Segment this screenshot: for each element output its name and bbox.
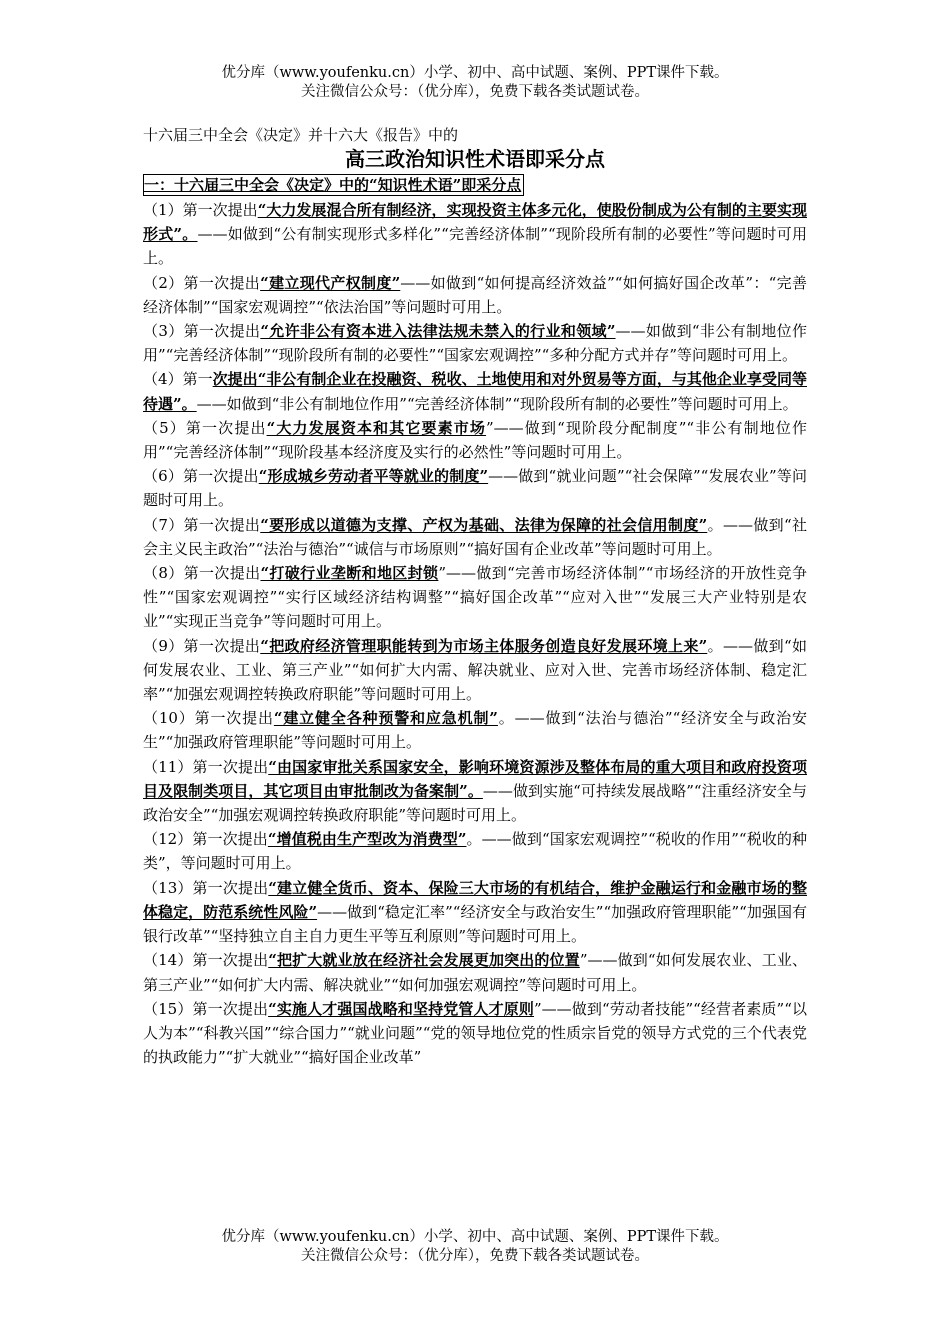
list-item bbox=[143, 876, 807, 949]
item-key-phrase: “允许非公有资本进入法律法规未禁入的行业和领域” bbox=[260, 322, 616, 341]
item-key-phrase: “大力发展混合所有制经济，实现投资主体多元化，使股份制成为公有制的主要实现形式”。 bbox=[143, 201, 807, 244]
item-explanation: 。——做到“社会主义民主政治”“法治与德治”“诚信与市场原则”“搞好国有企业改革”等问题时可用上。 bbox=[143, 515, 808, 558]
footer-line-1: 优分库（www.youfenku.cn）小学、初中、高中试题、案例、PPT课件下载。 bbox=[221, 1229, 729, 1245]
list-item bbox=[143, 634, 807, 707]
item-key-phrase: “要形成以道德为支撑、产权为基础、法律为保障的社会信用制度” bbox=[260, 515, 708, 534]
item-explanation: ”——做到“如何发展农业、工业、第三产业”“如何扩大内需、解决就业”“如何加强宏观调控”等问题时可用上。 bbox=[143, 951, 807, 994]
list-item bbox=[143, 513, 807, 561]
header-line-2: 关注微信公众号：（优分库），免费下载各类试题试卷。 bbox=[301, 84, 649, 100]
item-explanation: ——如做到“如何提高经济效益”“如何搞好国企改革”：“完善经济体制”“国家宏观调控”“依法治国”等问题时可用上。 bbox=[143, 273, 807, 316]
item-list bbox=[143, 198, 807, 1069]
document-body bbox=[143, 124, 807, 1069]
item-key-phrase: “建立现代产权制度” bbox=[260, 273, 401, 292]
item-prefix: （12）第一次提出 bbox=[143, 830, 268, 849]
item-explanation: ”——做到“现阶段分配制度”“非公有制地位作用”“完善经济体制”“现阶段基本经济度及实行的必然性”等问题时可用上。 bbox=[143, 418, 807, 462]
list-item bbox=[143, 997, 807, 1070]
item-prefix: （2）第一次提出 bbox=[143, 273, 261, 292]
item-explanation: ”——做到“完善市场经济体制”“市场经济的开放性竞争性”“国家宏观调控”“实行区域经济结构调整”“搞好国企改革”“应对入世”“发展三大产业特别是农业”“实现正当竞争”等问题时可用上。 bbox=[143, 564, 807, 631]
item-prefix: （6）第一次提出 bbox=[143, 467, 259, 486]
list-item bbox=[143, 416, 807, 464]
list-item bbox=[143, 755, 807, 828]
item-explanation: ——做到实施“可持续发展战略”“注重经济安全与政治安全”“加强宏观调控转换政府职能”等问题时可用上。 bbox=[143, 781, 807, 825]
list-item bbox=[143, 198, 807, 271]
item-key-phrase: “增值税由生产型改为消费型” bbox=[267, 830, 467, 849]
document-title: 高三政治知识性术语即采分点 bbox=[345, 147, 605, 171]
item-prefix: （5）第一次提出 bbox=[143, 418, 267, 437]
item-key-phrase: 次提出“非公有制企业在投融资、税收、土地使用和对外贸易等方面，与其他企业享受同等待遇”。 bbox=[143, 370, 807, 413]
section-heading: 一：十六届三中全会《决定》中的“知识性术语”即采分点 bbox=[143, 174, 524, 196]
item-key-phrase: “打破行业垄断和地区封锁 bbox=[260, 564, 439, 583]
item-prefix: （8）第一次提出 bbox=[143, 564, 261, 583]
item-prefix: （11）第一次提出 bbox=[143, 757, 269, 776]
footer-line-2: 关注微信公众号：（优分库），免费下载各类试题试卷。 bbox=[301, 1248, 649, 1264]
item-key-phrase: “把扩大就业放在经济社会发展更加突出的位置 bbox=[268, 951, 580, 970]
item-explanation: 。——做到“如何发展农业、工业、第三产业”“如何扩大内需、解决就业、应对入世、完善市场经济体制、稳定汇率”“加强宏观调控转换政府职能”等问题时可用上。 bbox=[143, 636, 808, 704]
list-item bbox=[143, 367, 807, 415]
item-key-phrase: “大力发展资本和其它要素市场 bbox=[266, 418, 487, 437]
item-key-phrase: “实施人才强国战略和坚持党管人才原则 bbox=[268, 999, 534, 1018]
list-item bbox=[143, 319, 807, 367]
page-footer bbox=[0, 1228, 950, 1266]
list-item bbox=[143, 706, 807, 754]
item-key-phrase: “建立健全货币、资本、保险三大市场的有机结合，维护金融运行和金融市场的整体稳定，防范系统性风险” bbox=[143, 878, 807, 921]
list-item bbox=[143, 271, 807, 319]
item-explanation: ——做到“就业问题”“社会保障”“发展农业”等问题时可用上。 bbox=[143, 467, 808, 510]
item-prefix: （1）第一次提出 bbox=[143, 201, 258, 219]
list-item bbox=[143, 827, 807, 875]
item-explanation: 。——做到“法治与德治”“经济安全与政治安生”“加强政府管理职能”等问题时可用上。 bbox=[143, 709, 807, 752]
item-explanation: ——如做到“非公有制地位作用”“完善经济体制”“现阶段所有制的必要性”“国家宏观调控”“多种分配方式并存”等问题时可用上。 bbox=[143, 322, 808, 365]
document-subtitle: 十六届三中全会《决定》并十六大《报告》中的 bbox=[143, 126, 459, 144]
item-prefix: （4）第一 bbox=[143, 370, 213, 389]
list-item bbox=[143, 464, 807, 512]
item-explanation: 。——做到“国家宏观调控”“税收的作用”“税收的种类”，等问题时可用上。 bbox=[143, 830, 807, 873]
item-prefix: （15）第一次提出 bbox=[143, 999, 269, 1018]
list-item bbox=[143, 948, 807, 996]
item-key-phrase: “由国家审批关系国家安全，影响环境资源涉及整体布局的重大项目和政府投资项目及限制类项目，其它项目由审批制改为备案制”。 bbox=[143, 757, 807, 800]
item-prefix: （3）第一次提出 bbox=[143, 322, 261, 341]
header-line-1: 优分库（www.youfenku.cn）小学、初中、高中试题、案例、PPT课件下载。 bbox=[221, 65, 729, 81]
item-explanation: ”——做到“劳动者技能”“经营者素质”“以人为本”“科教兴国”“综合国力”“就业问题”“党的领导地位党的性质宗旨党的领导方式党的三个代表党的执政能力”“扩大就业”“搞好国企业改革” bbox=[143, 999, 807, 1067]
item-explanation: ——如做到“非公有制地位作用”“完善经济体制”“现阶段所有制的必要性”等问题时可用上。 bbox=[196, 394, 798, 413]
item-prefix: （13）第一次提出 bbox=[143, 878, 269, 897]
item-key-phrase: “形成城乡劳动者平等就业的制度” bbox=[258, 467, 489, 486]
item-explanation: ——如做到“公有制实现形式多样化”“完善经济体制”“现阶段所有制的必要性”等问题时可用上。 bbox=[143, 225, 807, 268]
item-prefix: （10）第一次提出 bbox=[143, 709, 274, 728]
item-prefix: （14）第一次提出 bbox=[143, 951, 269, 970]
item-prefix: （7）第一次提出 bbox=[143, 515, 261, 534]
item-key-phrase: “把政府经济管理职能转到为市场主体服务创造良好发展环境上来” bbox=[260, 636, 708, 655]
item-key-phrase: “建立健全各种预警和应急机制” bbox=[273, 709, 498, 728]
page-header bbox=[0, 64, 950, 102]
item-prefix: （9）第一次提出 bbox=[143, 636, 261, 655]
item-explanation: ——做到“稳定汇率”“经济安全与政治安生”“加强政府管理职能”“加强国有银行改革”“坚持独立自主自力更生平等互利原则”等问题时可用上。 bbox=[143, 902, 807, 946]
list-item bbox=[143, 561, 807, 634]
